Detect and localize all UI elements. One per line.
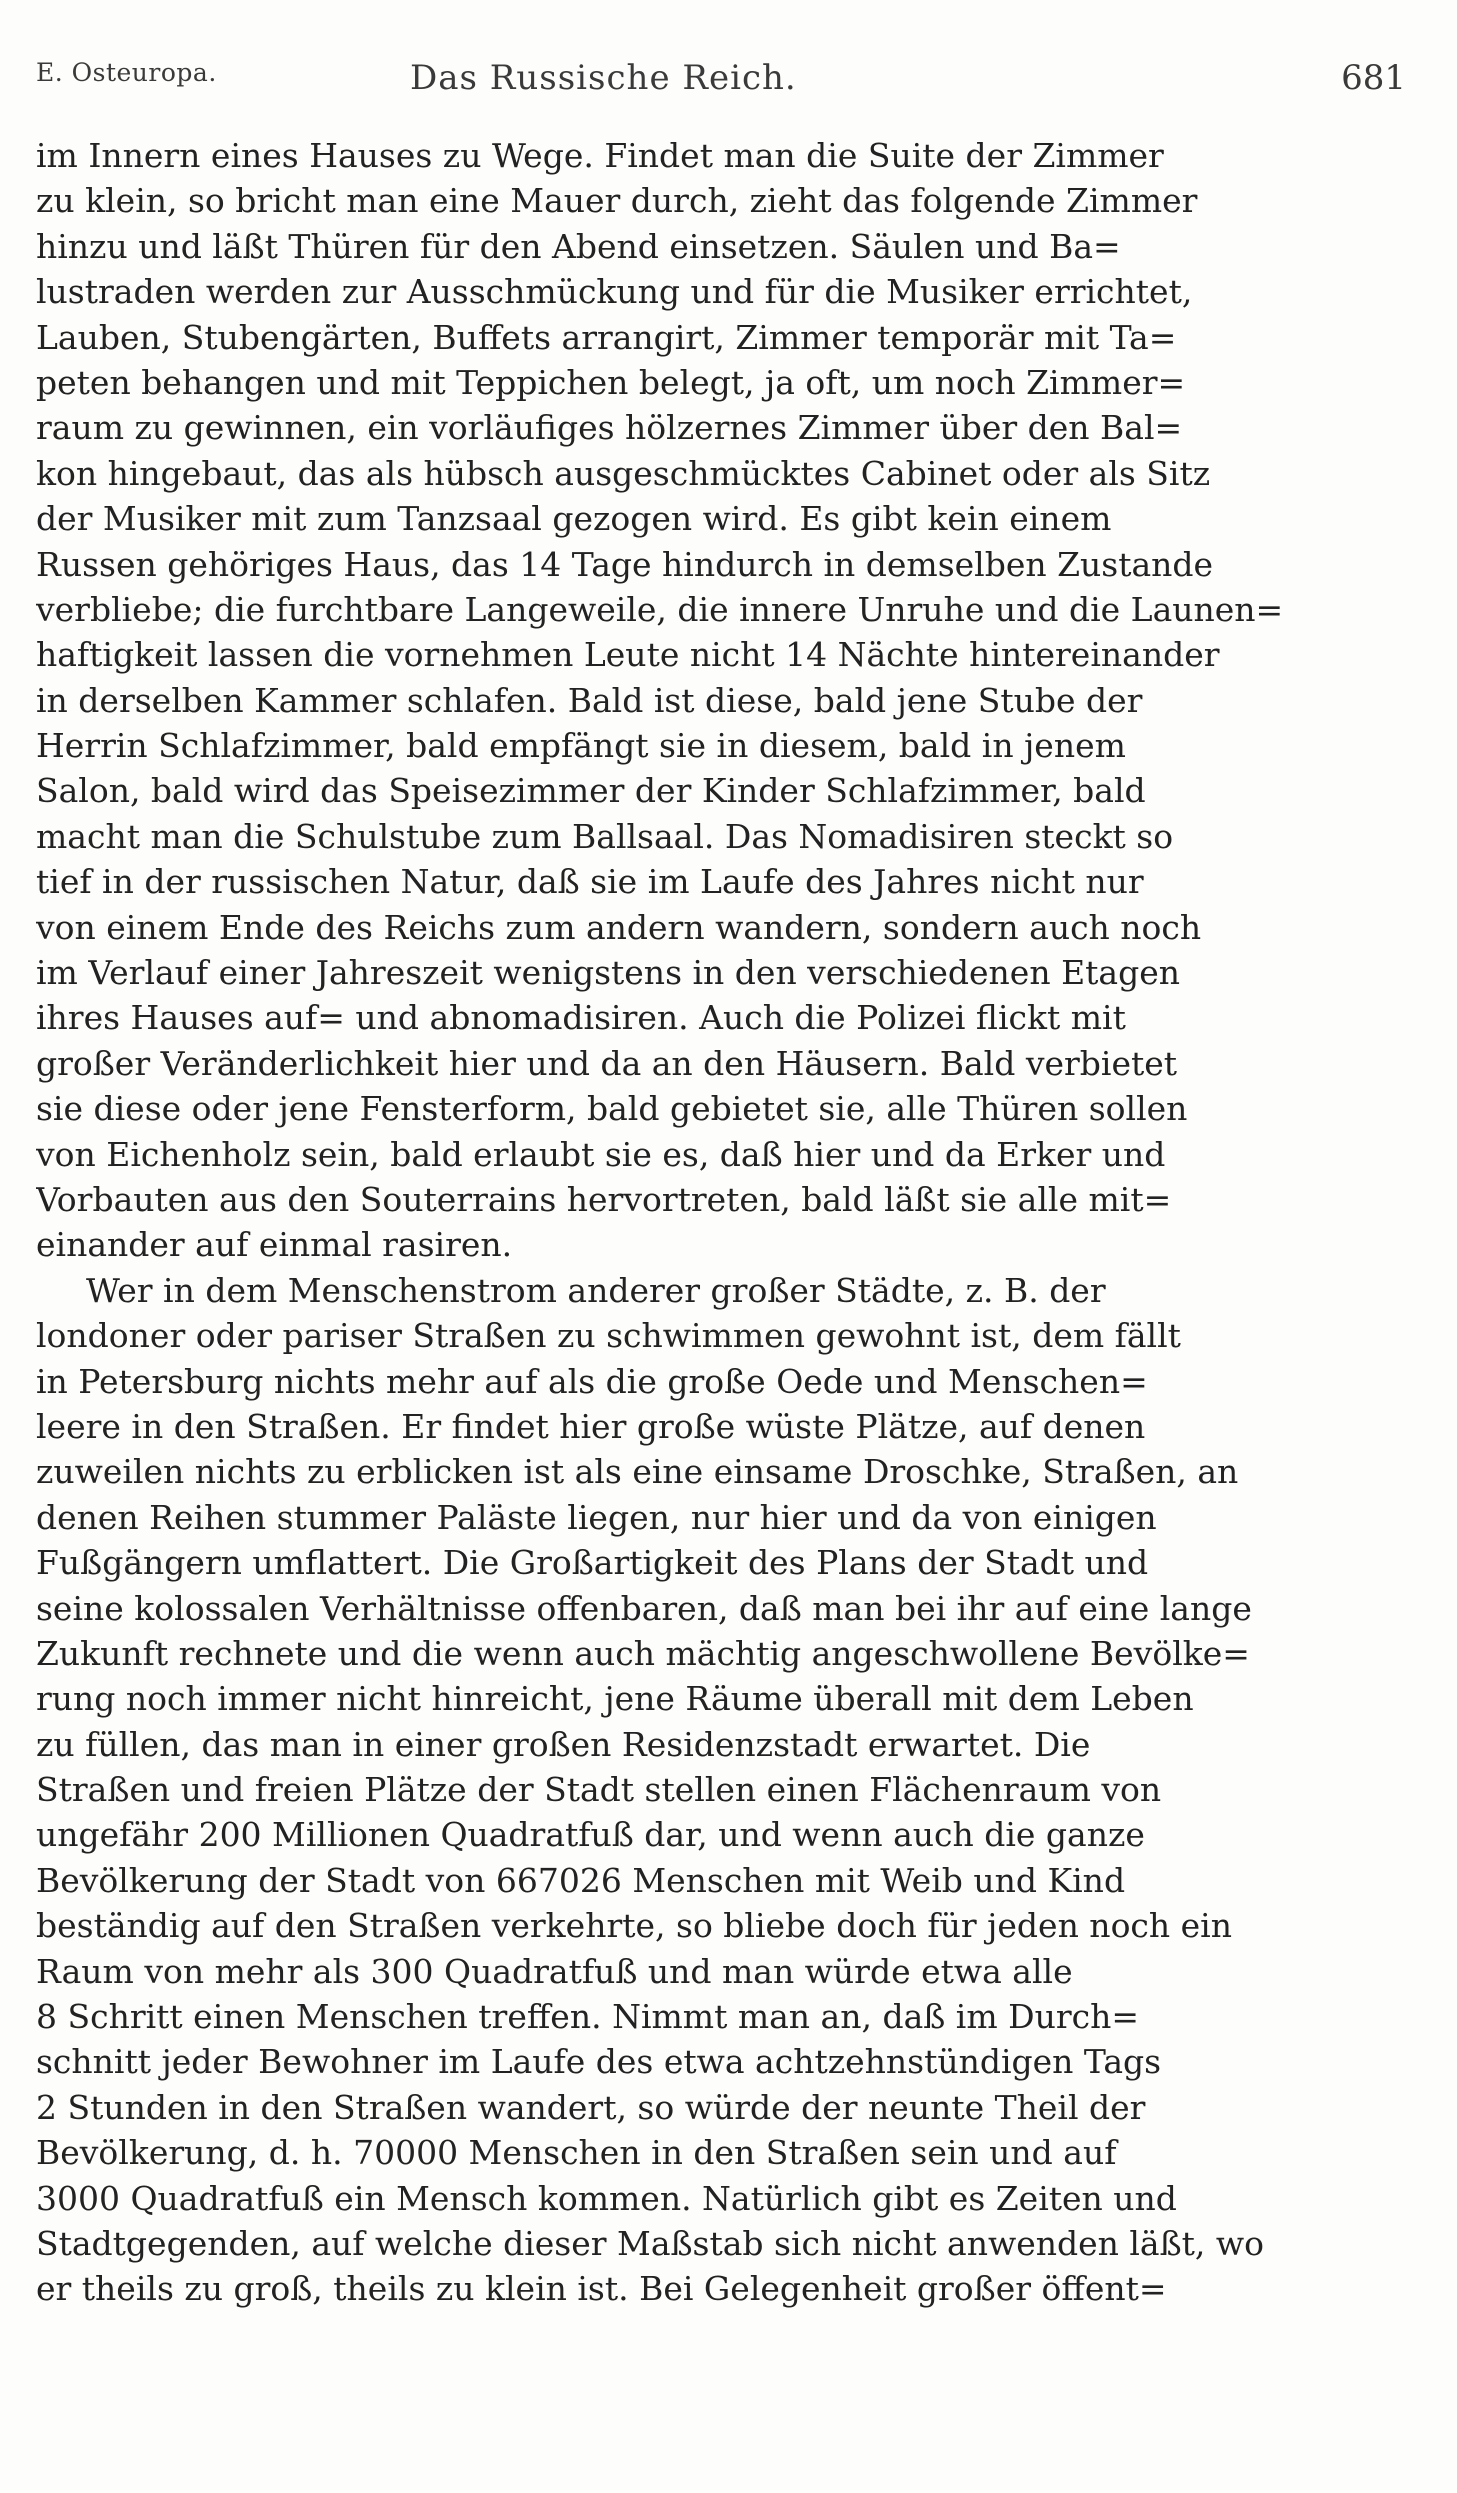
text-line: Russen gehöriges Haus, das 14 Tage hindurch in demselben Zustande bbox=[36, 544, 1214, 584]
text-line: Herrin Schlafzimmer, bald empfängt sie in diesem, bald in jenem bbox=[36, 726, 1126, 766]
text-line: macht man die Schulstube zum Ballsaal. Das Nomadisiren steckt so bbox=[36, 816, 1174, 856]
text-line: Bevölkerung der Stadt von 667026 Menschen mit Weib und Kind bbox=[36, 1860, 1126, 1900]
text-line: in Petersburg nichts mehr auf als die große Oede und Menschen= bbox=[36, 1361, 1148, 1401]
text-line: Zukunft rechnete und die wenn auch mächtig angeschwollene Bevölke= bbox=[36, 1633, 1250, 1673]
text-line: raum zu gewinnen, ein vorläufiges hölzernes Zimmer über den Bal= bbox=[36, 408, 1183, 448]
chapter-title: Das Russische Reich. bbox=[410, 58, 797, 98]
text-line: schnitt jeder Bewohner im Laufe des etwa achtzehnstündigen Tags bbox=[36, 2042, 1162, 2082]
text-line: peten behangen und mit Teppichen belegt, ja oft, um noch Zimmer= bbox=[36, 362, 1186, 402]
text-line: Fußgängern umflattert. Die Großartigkeit des Plans der Stadt und bbox=[36, 1543, 1149, 1583]
text-line: verbliebe; die furchtbare Langeweile, die innere Unruhe und die Launen= bbox=[36, 589, 1284, 629]
text-line: sie diese oder jene Fensterform, bald gebietet sie, alle Thüren sollen bbox=[36, 1089, 1188, 1129]
text-line: seine kolossalen Verhältnisse offenbaren, daß man bei ihr auf eine lange bbox=[36, 1588, 1252, 1628]
text-line: kon hingebaut, das als hübsch ausgeschmücktes Cabinet oder als Sitz bbox=[36, 453, 1211, 493]
text-line: tief in der russischen Natur, daß sie im Laufe des Jahres nicht nur bbox=[36, 862, 1144, 902]
paragraph-start-line: Wer in dem Menschenstrom anderer großer Städte, z. B. der bbox=[86, 1270, 1106, 1310]
text-line: Stadtgegenden, auf welche dieser Maßstab sich nicht anwenden läßt, wo bbox=[36, 2223, 1265, 2263]
text-line: 8 Schritt einen Menschen treffen. Nimmt man an, daß im Durch= bbox=[36, 1997, 1139, 2037]
text-line: rung noch immer nicht hinreicht, jene Räume überall mit dem Leben bbox=[36, 1679, 1194, 1719]
text-line: zu klein, so bricht man eine Mauer durch, zieht das folgende Zimmer bbox=[36, 181, 1198, 221]
text-line: großer Veränderlichkeit hier und da an den Häusern. Bald verbietet bbox=[36, 1043, 1178, 1083]
text-line: von einem Ende des Reichs zum andern wandern, sondern auch noch bbox=[36, 907, 1202, 947]
text-line: haftigkeit lassen die vornehmen Leute nicht 14 Nächte hintereinander bbox=[36, 635, 1220, 675]
body-text bbox=[36, 133, 1406, 2312]
text-line: londoner oder pariser Straßen zu schwimmen gewohnt ist, dem fällt bbox=[36, 1316, 1181, 1356]
page-number: 681 bbox=[1341, 58, 1406, 98]
text-line: Bevölkerung, d. h. 70000 Menschen in den Straßen sein und auf bbox=[36, 2133, 1117, 2173]
running-head bbox=[36, 58, 1406, 118]
text-line: 3000 Quadratfuß ein Mensch kommen. Natürlich gibt es Zeiten und bbox=[36, 2178, 1177, 2218]
text-line: Straßen und freien Plätze der Stadt stellen einen Flächenraum von bbox=[36, 1770, 1162, 1810]
text-line: von Eichenholz sein, bald erlaubt sie es, daß hier und da Erker und bbox=[36, 1134, 1166, 1174]
text-line: leere in den Straßen. Er findet hier große wüste Plätze, auf denen bbox=[36, 1406, 1146, 1446]
section-label: E. Osteuropa. bbox=[36, 58, 217, 87]
text-line: ungefähr 200 Millionen Quadratfuß dar, und wenn auch die ganze bbox=[36, 1815, 1145, 1855]
text-line: ihres Hauses auf= und abnomadisiren. Auch die Polizei flickt mit bbox=[36, 998, 1126, 1038]
text-line: in derselben Kammer schlafen. Bald ist diese, bald jene Stube der bbox=[36, 680, 1143, 720]
text-line: Salon, bald wird das Speisezimmer der Kinder Schlafzimmer, bald bbox=[36, 771, 1146, 811]
text-line: lustraden werden zur Ausschmückung und für die Musiker errichtet, bbox=[36, 272, 1193, 312]
text-line: Raum von mehr als 300 Quadratfuß und man würde etwa alle bbox=[36, 1951, 1073, 1991]
text-line: zu füllen, das man in einer großen Residenzstadt erwartet. Die bbox=[36, 1724, 1091, 1764]
text-line: im Innern eines Hauses zu Wege. Findet man die Suite der Zimmer bbox=[36, 136, 1164, 175]
text-line: im Verlauf einer Jahreszeit wenigstens in den verschiedenen Etagen bbox=[36, 953, 1180, 993]
text-line: denen Reihen stummer Paläste liegen, nur hier und da von einigen bbox=[36, 1497, 1157, 1537]
text-line: der Musiker mit zum Tanzsaal gezogen wird. Es gibt kein einem bbox=[36, 499, 1112, 539]
text-line: einander auf einmal rasiren. bbox=[36, 1225, 513, 1265]
text-line: beständig auf den Straßen verkehrte, so bliebe doch für jeden noch ein bbox=[36, 1906, 1232, 1946]
text-line: er theils zu groß, theils zu klein ist. Bei Gelegenheit großer öffent= bbox=[36, 2269, 1167, 2309]
text-line: hinzu und läßt Thüren für den Abend einsetzen. Säulen und Ba= bbox=[36, 226, 1121, 266]
text-line: zuweilen nichts zu erblicken ist als eine einsame Droschke, Straßen, an bbox=[36, 1452, 1239, 1492]
text-line: Vorbauten aus den Souterrains hervortreten, bald läßt sie alle mit= bbox=[36, 1179, 1172, 1219]
text-line: 2 Stunden in den Straßen wandert, so würde der neunte Theil der bbox=[36, 2087, 1146, 2127]
text-line: Lauben, Stubengärten, Buffets arrangirt, Zimmer temporär mit Ta= bbox=[36, 317, 1177, 357]
